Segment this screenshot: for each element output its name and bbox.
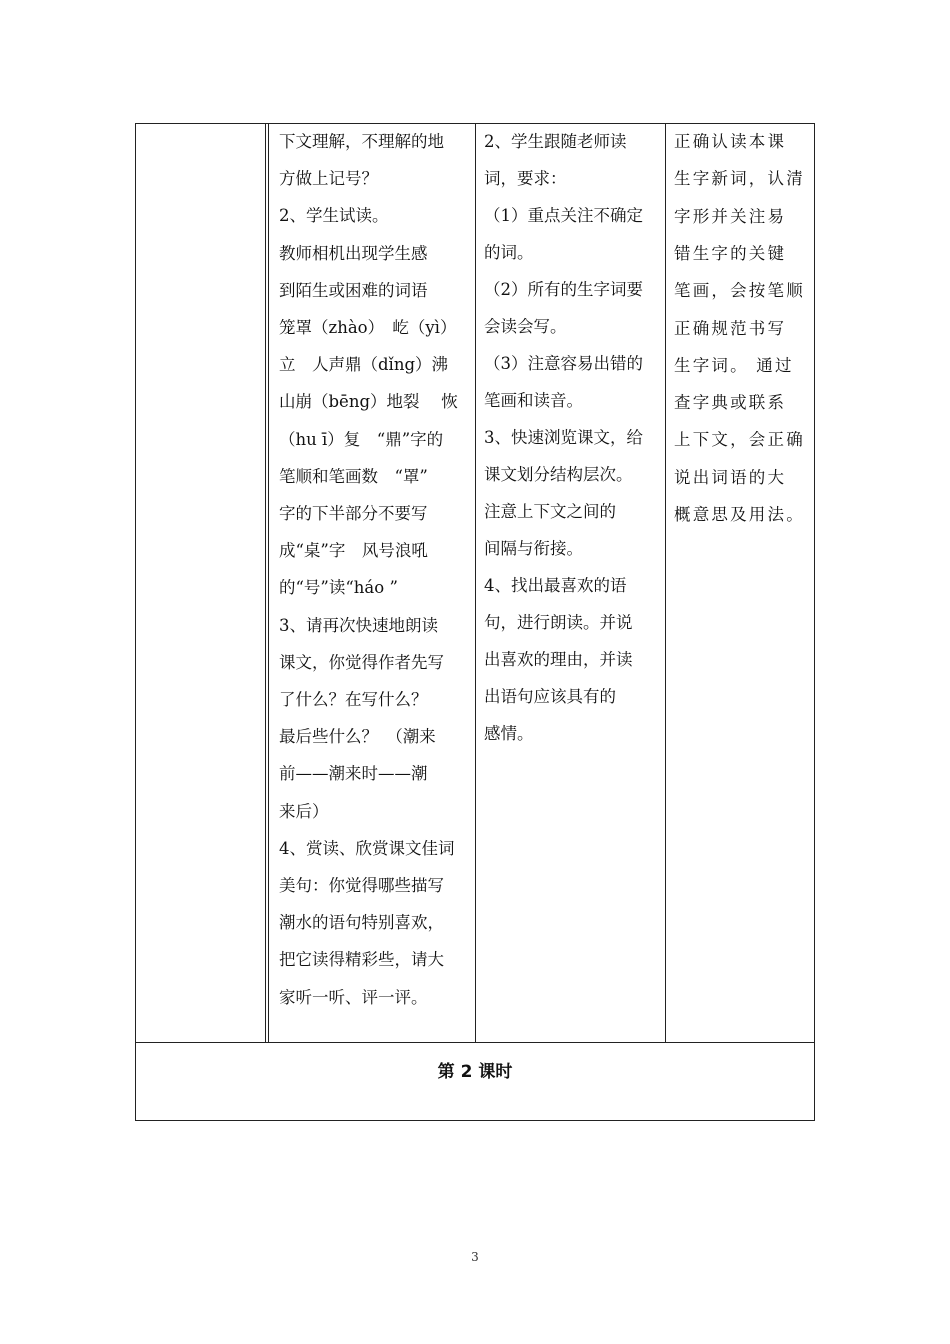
text-line: 4、赏读、欣赏课文佳词: [279, 838, 455, 858]
text-line: 正确规范书写: [674, 318, 787, 338]
text-line: 课文划分结构层次。: [484, 465, 633, 484]
text-line: 出语句应该具有的: [484, 687, 616, 706]
text-line: （3）注意容易出错的: [484, 354, 643, 373]
text-line: 生字词。 通过: [674, 355, 794, 375]
text-line: 3、快速浏览课文，给: [484, 428, 643, 447]
teacher-activity-cell: [269, 124, 476, 1042]
text-line: 教师相机出现学生感: [279, 243, 428, 263]
text-line: 查字典或联系: [674, 393, 787, 413]
text-line: 错生字的关键: [674, 243, 787, 263]
text-line: 课文，你觉得作者先写: [279, 652, 444, 672]
text-line: 潮水的语句特别喜欢，: [279, 913, 444, 933]
text-line: 字形并关注易: [674, 206, 787, 226]
page-number: 3: [471, 1250, 479, 1264]
text-line: 方做上记号？: [279, 169, 378, 189]
text-line: 下文理解，不理解的地: [279, 132, 444, 151]
text-line: 说出词语的大: [674, 467, 787, 487]
text-line: 笔画和读音。: [484, 391, 583, 410]
text-line: 前——潮来时——潮: [279, 764, 428, 784]
text-line: 来后）: [279, 801, 329, 821]
text-line: 间隔与衔接。: [484, 539, 583, 558]
text-line: 字的下半部分不要写: [279, 504, 428, 523]
text-line: 3、请再次快速地朗读: [279, 615, 438, 635]
section-title: 第 2 课时: [437, 1062, 513, 1082]
text-line: 出喜欢的理由，并读: [484, 650, 633, 669]
text-line: 的词。: [484, 243, 534, 262]
text-line: 2、学生跟随老师读: [484, 132, 627, 151]
text-line: （hu ī）复 “鼎”字的: [279, 429, 444, 449]
text-line: 美句：你觉得哪些描写: [279, 876, 444, 895]
text-line: 2、学生试读。: [279, 206, 389, 226]
text-line: 4、找出最喜欢的语: [484, 576, 627, 595]
text-line: 句，进行朗读。并说: [484, 613, 633, 632]
empty-cell: [136, 124, 269, 1042]
section-row: [136, 1042, 814, 1119]
text-line: 概意思及用法。: [674, 505, 805, 524]
text-line: 家听一听、评一评。: [279, 987, 428, 1007]
text-line: 注意上下文之间的: [484, 502, 616, 521]
text-line: 到陌生或困难的词语: [279, 280, 428, 300]
student-activity-cell: [476, 124, 666, 1042]
text-line: 正确认读本课: [674, 132, 787, 151]
lesson-plan-table: [135, 123, 815, 1121]
text-line: （1）重点关注不确定: [484, 206, 643, 225]
text-line: 把它读得精彩些，请大: [279, 950, 444, 970]
text-line: 词，要求：: [484, 169, 567, 188]
text-line: 笔画，会按笔顺: [674, 281, 805, 301]
text-line: 会读会写。: [484, 317, 567, 336]
table-row: [136, 124, 814, 1042]
objective-cell: [666, 124, 814, 1042]
text-line: 笼罩（zhào） 屹（yì）: [279, 318, 457, 337]
text-line: 上下文，会正确: [674, 430, 805, 450]
text-line: （2）所有的生字词要: [484, 280, 643, 299]
text-line: 生字新词，认清: [674, 169, 805, 189]
text-line: 最后些什么？ （潮来: [279, 727, 436, 747]
text-line: 的“号”读“háo ”: [279, 578, 398, 598]
text-line: 笔顺和笔画数 “罩”: [279, 466, 428, 486]
text-line: 感情。: [484, 724, 534, 743]
text-line: 成“桌”字 风号浪吼: [279, 541, 428, 561]
text-line: 山崩（bēng）地裂 恢: [279, 392, 458, 412]
text-line: 了什么？在写什么？: [279, 690, 428, 709]
text-line: 立 人声鼎（dǐng）沸: [279, 355, 449, 375]
